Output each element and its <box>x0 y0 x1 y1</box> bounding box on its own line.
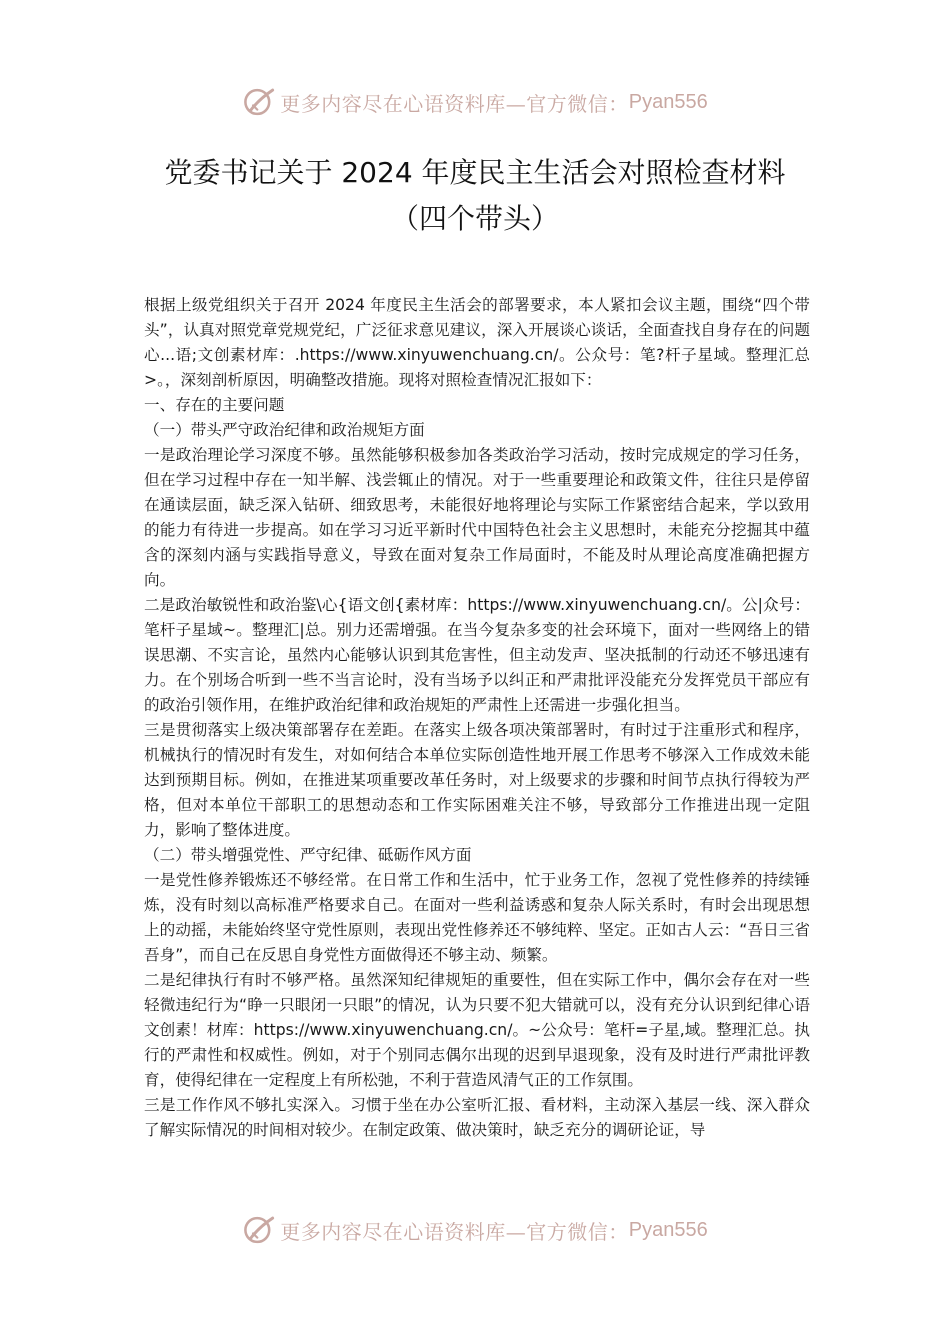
paragraph: 二是纪律执行有时不够严格。虽然深知纪律规矩的重要性，但在实际工作中，偶尔会存在对一些轻微违纪行为“睁一只眼闭一只眼”的情况，认为只要不犯大错就可以，没有充分认识到纪律心语文创素！材库：https://www.xinyuwenchuang.cn/。~公众号：笔杆=子星,域。整理汇总。执行的严肃性和权威性。例如，对于个别同志偶尔出现的迟到早退现象，没有及时进行严肃批评教育，使得纪律在一定程度上有所松弛，不利于营造风清气正的工作氛围。 <box>144 971 810 1089</box>
brush-logo-icon <box>242 85 276 119</box>
watermark-text: 更多内容尽在心语资料库—官方微信： <box>280 1219 629 1244</box>
paragraph: 二是政治敏锐性和政治鉴\心{语文创{素材库：https://www.xinyuwenchuang.cn/。公|众号：笔杆子星域~。整理汇|总。别力还需增强。在当今复杂多变的社会环境下，面对一些网络上的错误思潮、不实言论，虽然内心能够认识到其危害性，但主动发声、坚决抵制的行动还不够迅速有力。在个别场合听到一些不当言论时，没有当场予以纠正和严肃批评没能充分发挥党员干部应有的政治引领作用，在维护政治纪律和政治规矩的严肃性上还需进一步强化担当。 <box>144 596 810 714</box>
section-heading-1: 一、存在的主要问题 <box>144 396 285 414</box>
paragraph: 一是党性修养锻炼还不够经常。在日常工作和生活中，忙于业务工作，忽视了党性修养的持续锤炼，没有时刻以高标准严格要求自己。在面对一些利益诱惑和复杂人际关系时，有时会出现思想上的动摇，未能始终坚守党性原则，表现出党性修养还不够纯粹、坚定。正如古人云：“吾日三省吾身”，而自己在反思自身党性方面做得还不够主动、频繁。 <box>144 871 810 964</box>
paragraph: 三是工作作风不够扎实深入。习惯于坐在办公室听汇报、看材料，主动深入基层一线、深入群众了解实际情况的时间相对较少。在制定政策、做决策时，缺乏充分的调研论证，导 <box>144 1096 810 1139</box>
subsection-heading-1: （一）带头严守政治纪律和政治规矩方面 <box>144 421 425 439</box>
document-title <box>60 150 890 242</box>
brush-logo-icon <box>242 1213 276 1247</box>
paragraph: 三是贯彻落实上级决策部署存在差距。在落实上级各项决策部署时，有时过于注重形式和程序，机械执行的情况时有发生，对如何结合本单位实际创造性地开展工作思考不够深入工作成效未能达到预期目标。例如，在推进某项重要改革任务时，对上级要求的步骤和时间节点执行得较为严格，但对本单位干部职工的思想动态和工作实际困难关注不够，导致部分工作推进出现一定阻力，影响了整体进度。 <box>144 721 810 839</box>
subsection-heading-2: （二）带头增强党性、严守纪律、砥砺作风方面 <box>144 846 472 864</box>
document-title-line-1: 党委书记关于 2024 年度民主生活会对照检查材料 <box>164 156 786 189</box>
watermark-banner-top <box>0 82 950 122</box>
document-title-line-2: （四个带头） <box>390 202 559 235</box>
watermark-wechat-id: Pyan556 <box>628 90 708 113</box>
watermark-text: 更多内容尽在心语资料库—官方微信： <box>280 91 629 116</box>
watermark-banner-bottom <box>0 1210 950 1250</box>
watermark-wechat-id: Pyan556 <box>628 1218 708 1241</box>
paragraph: 一是政治理论学习深度不够。虽然能够积极参加各类政治学习活动，按时完成规定的学习任务，但在学习过程中存在一知半解、浅尝辄止的情况。对于一些重要理论和政策文件，往往只是停留在通读层面，缺乏深入钻研、细致思考，未能很好地将理论与实际工作紧密结合起来，学以致用的能力有待进一步提高。如在学习习近平新时代中国特色社会主义思想时，未能充分挖掘其中蕴含的深刻内涵与实践指导意义，导致在面对复杂工作局面时，不能及时从理论高度准确把握方向。 <box>144 446 810 589</box>
paragraph-intro: 根据上级党组织关于召开 2024 年度民主生活会的部署要求，本人紧扣会议主题，围绕“四个带头”，认真对照党章党规党纪，广泛征求意见建议，深入开展谈心谈话，全面查找自身存在的问题心...语;文创素材库：.https://www.xinyuwenchuang.cn/。公众号：笔?杆子星域。整理汇总>。，深刻剖析原因，明确整改措施。现将对照检查情况汇报如下： <box>144 296 810 389</box>
document-body <box>144 293 810 1143</box>
